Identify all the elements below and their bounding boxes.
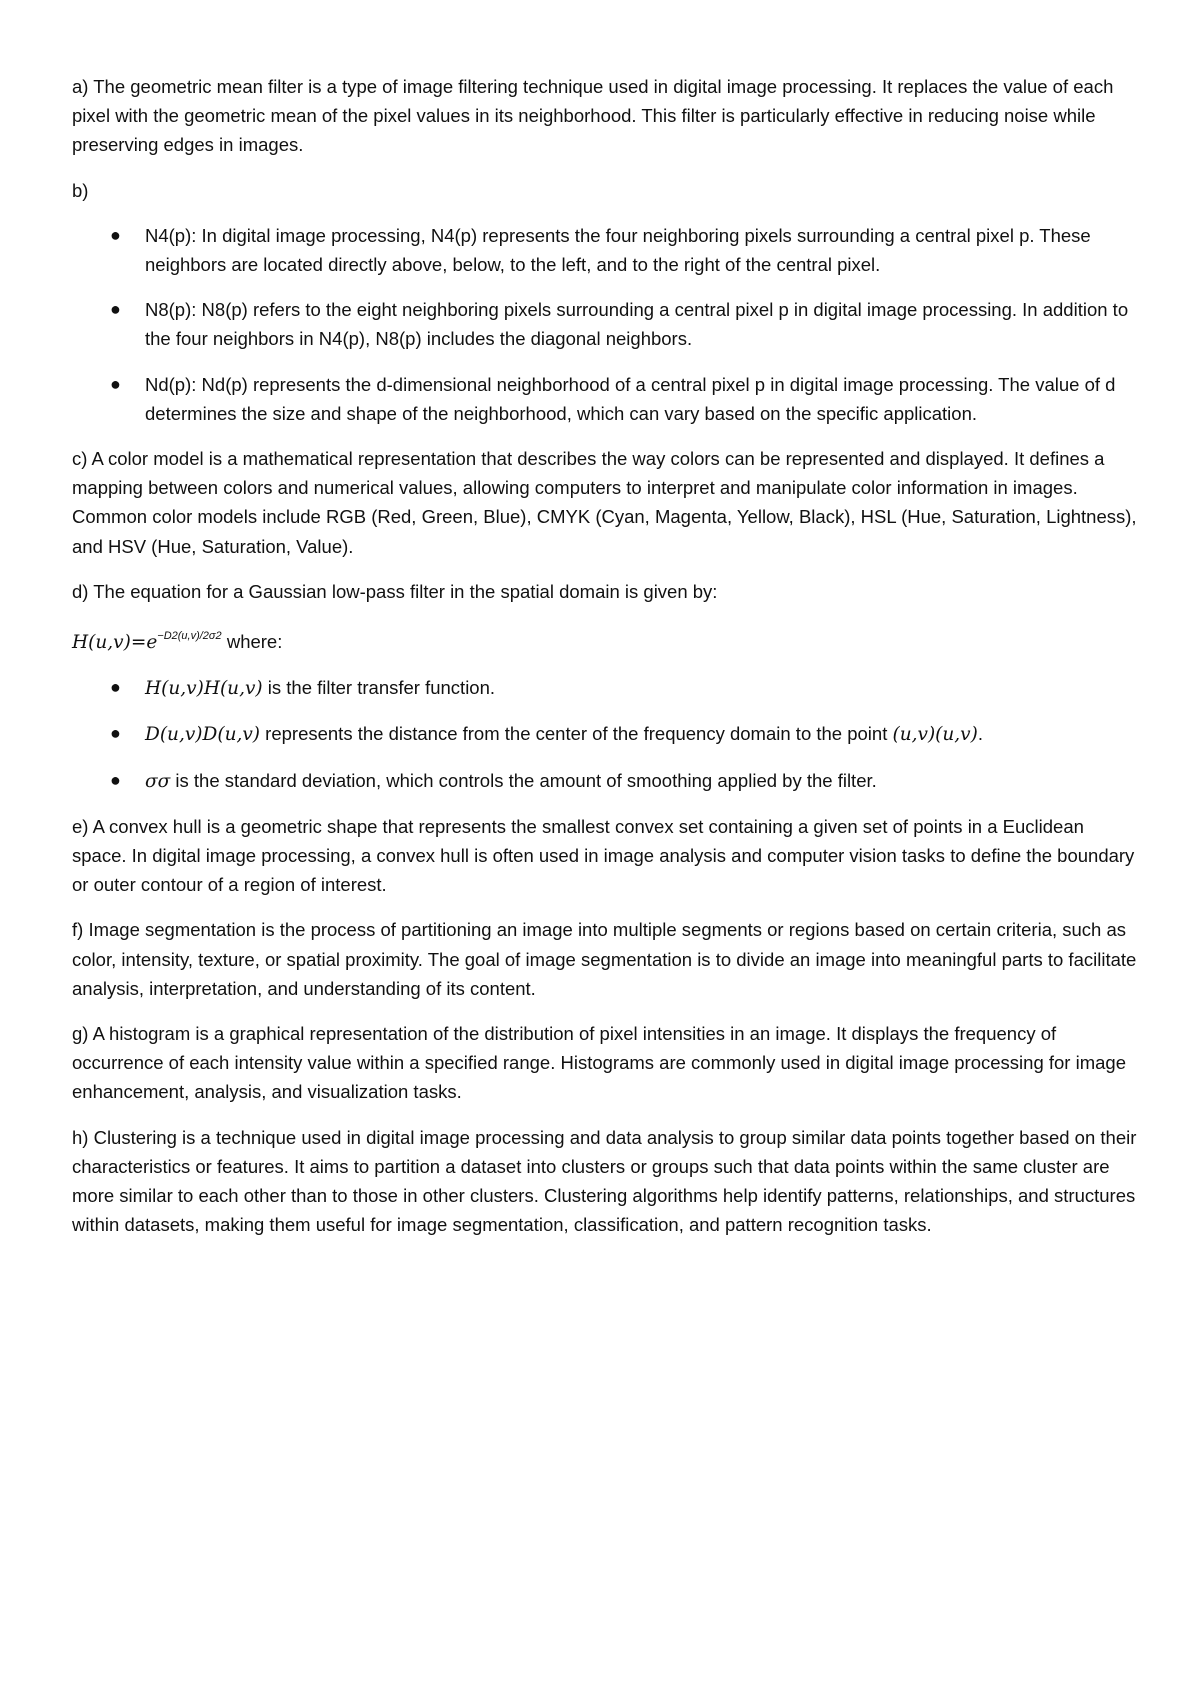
paragraph-b-label: b) (72, 179, 89, 201)
term-math: σσ (145, 770, 171, 792)
paragraph-d: d) The equation for a Gaussian low-pass filter in the spatial domain is given by: (72, 580, 718, 602)
paragraph-f: f) Image segmentation is the process of partitioning an image into multiple segments or regions based on certain criteria, such as color, intensity, texture, or spatial proximity. The goal of image segmentation is to divide an image into meaningful parts to facilitate analysis, interpretation, and understanding of its content. (72, 919, 1137, 999)
list-item-n8 (72, 295, 1137, 353)
paragraph-c: c) A color model is a mathematical representation that describes the way colors can be represented and displayed. It defines a mapping between colors and numerical values, allowing computers to interpret and manipulate color information in images. Common color models include RGB (Red, Green, Blue), CMYK (Cyan, Magenta, Yellow, Black), HSL (Hue, Saturation, Lightness), and HSV (Hue, Saturation, Value). (72, 448, 1137, 557)
list-item-text: Nd(p): Nd(p) represents the d-dimensional neighborhood of a central pixel p in digital image processing. The value of d determines the size and shape of the neighborhood, which can vary based on the specific application. (145, 373, 1116, 424)
bullet-icon: ● (110, 677, 121, 698)
equation-terms-list (72, 673, 1137, 796)
gaussian-equation (72, 622, 1137, 657)
term-math: H(u,v)H(u,v) (145, 678, 263, 700)
bullet-icon: ● (110, 373, 121, 394)
neighborhood-list (72, 221, 1137, 428)
bullet-icon: ● (110, 769, 121, 790)
term-text: represents the distance from the center of the frequency domain to the point (260, 723, 893, 745)
document-page (72, 72, 1137, 1256)
term-text: is the standard deviation, which controls the amount of smoothing applied by the filter. (170, 769, 877, 791)
list-item-nd (72, 370, 1137, 428)
list-item-text: N8(p): N8(p) refers to the eight neighboring pixels surrounding a central pixel p in digital image processing. In addition to the four neighbors in N4(p), N8(p) includes the diagonal neighbors. (145, 299, 1129, 350)
paragraph-g: g) A histogram is a graphical representation of the distribution of pixel intensities in an image. It displays the frequency of occurrence of each intensity value within a specified range. Histograms are commonly used in digital image processing for image enhancement, analysis, and visualization tasks. (72, 1023, 1126, 1103)
paragraph-a: a) The geometric mean filter is a type of image filtering technique used in digital image processing. It replaces the value of each pixel with the geometric mean of the pixel values in its neighborhood. This filter is particularly effective in reducing noise while preserving edges in images. (72, 76, 1114, 156)
term-math: D(u,v)D(u,v) (145, 724, 261, 746)
list-item-d-term (72, 719, 1137, 749)
term-math-point: (u,v)(u,v) (892, 724, 978, 746)
equation-exponent: −D2(u,v)/2σ2 (157, 630, 222, 643)
paragraph-h: h) Clustering is a technique used in digital image processing and data analysis to group similar data points together based on their characteristics or features. It aims to partition a dataset into clusters or groups such that data points within the same cluster are more similar to each other than to those in other clusters. Clustering algorithms help identify patterns, relationships, and structures within datasets, making them useful for image segmentation, classification, and pattern recognition tasks. (72, 1126, 1137, 1236)
bullet-icon: ● (110, 299, 121, 320)
bullet-icon: ● (110, 224, 121, 245)
term-text-end: . (977, 723, 983, 745)
equation-lhs: H(u,v)=e (72, 632, 158, 654)
paragraph-e: e) A convex hull is a geometric shape that represents the smallest convex set containing a given set of points in a Euclidean space. In digital image processing, a convex hull is often used in image analysis and computer vision tasks to define the boundary or outer contour of a region of interest. (72, 815, 1135, 896)
bullet-icon: ● (110, 723, 121, 744)
list-item-text: N4(p): In digital image processing, N4(p) represents the four neighboring pixels surrounding a central pixel p. These neighbors are located directly above, below, to the left, and to the right of the central pixel. (145, 224, 1091, 276)
term-text: is the filter transfer function. (262, 677, 496, 699)
equation-suffix: where: (221, 631, 283, 653)
list-item-h-term (72, 673, 1137, 703)
list-item-sigma-term (72, 766, 1137, 796)
list-item-n4 (72, 221, 1137, 279)
